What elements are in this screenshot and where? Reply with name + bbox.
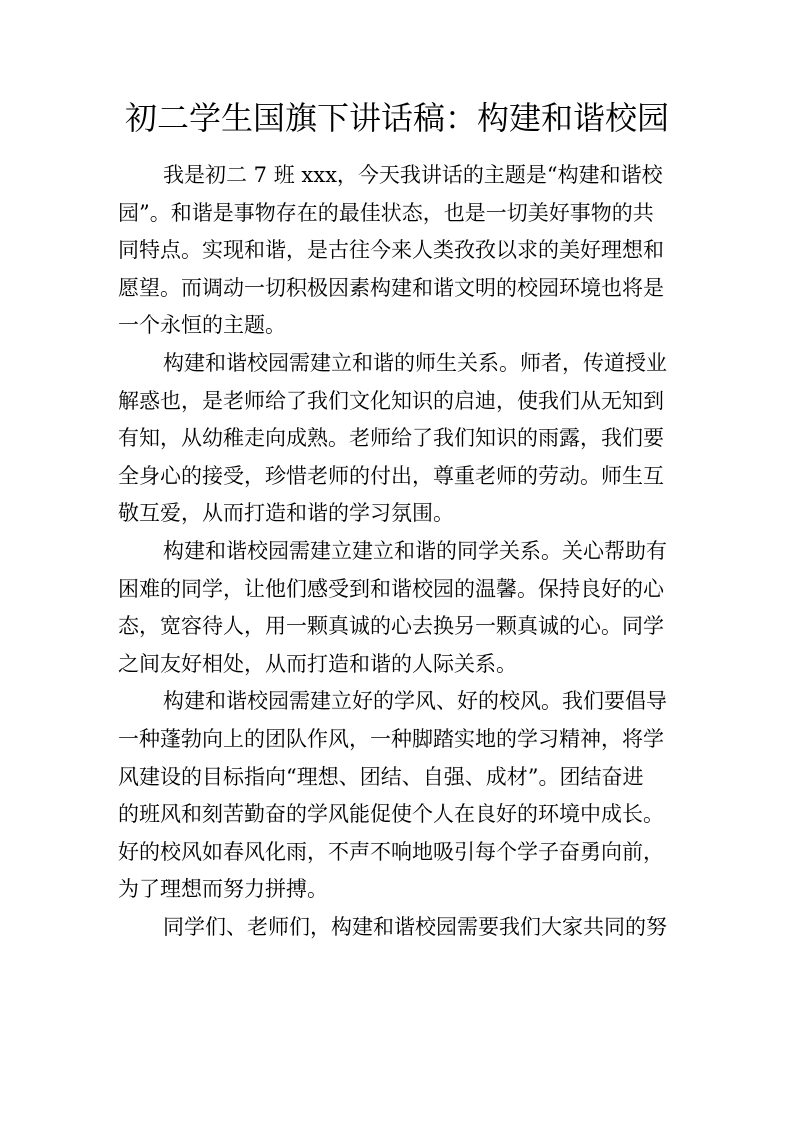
paragraph-line: 为了理想而努力拼搏。 bbox=[118, 877, 328, 902]
document-body bbox=[118, 157, 698, 946]
paragraph-line: 有知，从幼稚走向成熟。老师给了我们知识的雨露，我们要 bbox=[118, 426, 664, 451]
paragraph-line: 全身心的接受，珍惜老师的付出，尊重老师的劳动。师生互 bbox=[118, 463, 664, 488]
paragraph bbox=[118, 683, 698, 909]
paragraph-line: 构建和谐校园需建立和谐的师生关系。师者，传道授业 bbox=[163, 350, 667, 375]
paragraph-line: 一种蓬勃向上的团队作风，一种脚踏实地的学习精神，将学 bbox=[118, 726, 664, 751]
paragraph-line: 愿望。而调动一切积极因素构建和谐文明的校园环境也将是 bbox=[118, 275, 664, 300]
paragraph-line: 态，宽容待人，用一颗真诚的心去换另一颗真诚的心。同学 bbox=[118, 614, 664, 639]
paragraph bbox=[118, 157, 698, 345]
paragraph-line: 我是初二 7 班 xxx，今天我讲话的主题是“构建和谐校 bbox=[163, 163, 663, 187]
paragraph-line: 同学们、老师们，构建和谐校园需要我们大家共同的努 bbox=[163, 914, 667, 939]
paragraph-line: 解惑也，是老师给了我们文化知识的启迪，使我们从无知到 bbox=[118, 388, 664, 413]
document-title: 初二学生国旗下讲话稿：构建和谐校园 bbox=[124, 99, 669, 137]
paragraph-line: 园”。和谐是事物存在的最佳状态，也是一切美好事物的共 bbox=[118, 200, 654, 225]
paragraph-line: 的班风和刻苦勤奋的学风能促使个人在良好的环境中成长。 bbox=[118, 802, 664, 827]
paragraph-line: 构建和谐校园需建立建立和谐的同学关系。关心帮助有 bbox=[163, 538, 667, 563]
paragraph-line: 好的校风如春风化雨，不声不响地吸引每个学子奋勇向前， bbox=[118, 839, 664, 864]
paragraph-line: 风建设的目标指向“理想、团结、自强、成材”。团结奋进 bbox=[118, 764, 644, 789]
paragraph-line: 一个永恒的主题。 bbox=[118, 313, 286, 338]
paragraph-line: 同特点。实现和谐，是古往今来人类孜孜以求的美好理想和 bbox=[118, 238, 664, 263]
paragraph bbox=[118, 533, 698, 683]
paragraph bbox=[118, 345, 698, 533]
paragraph-line: 敬互爱，从而打造和谐的学习氛围。 bbox=[118, 501, 454, 526]
paragraph bbox=[118, 909, 698, 947]
paragraph-line: 困难的同学，让他们感受到和谐校园的温馨。保持良好的心 bbox=[118, 576, 664, 601]
paragraph-line: 之间友好相处，从而打造和谐的人际关系。 bbox=[118, 651, 517, 676]
paragraph-line: 构建和谐校园需建立好的学风、好的校风。我们要倡导 bbox=[163, 689, 667, 714]
